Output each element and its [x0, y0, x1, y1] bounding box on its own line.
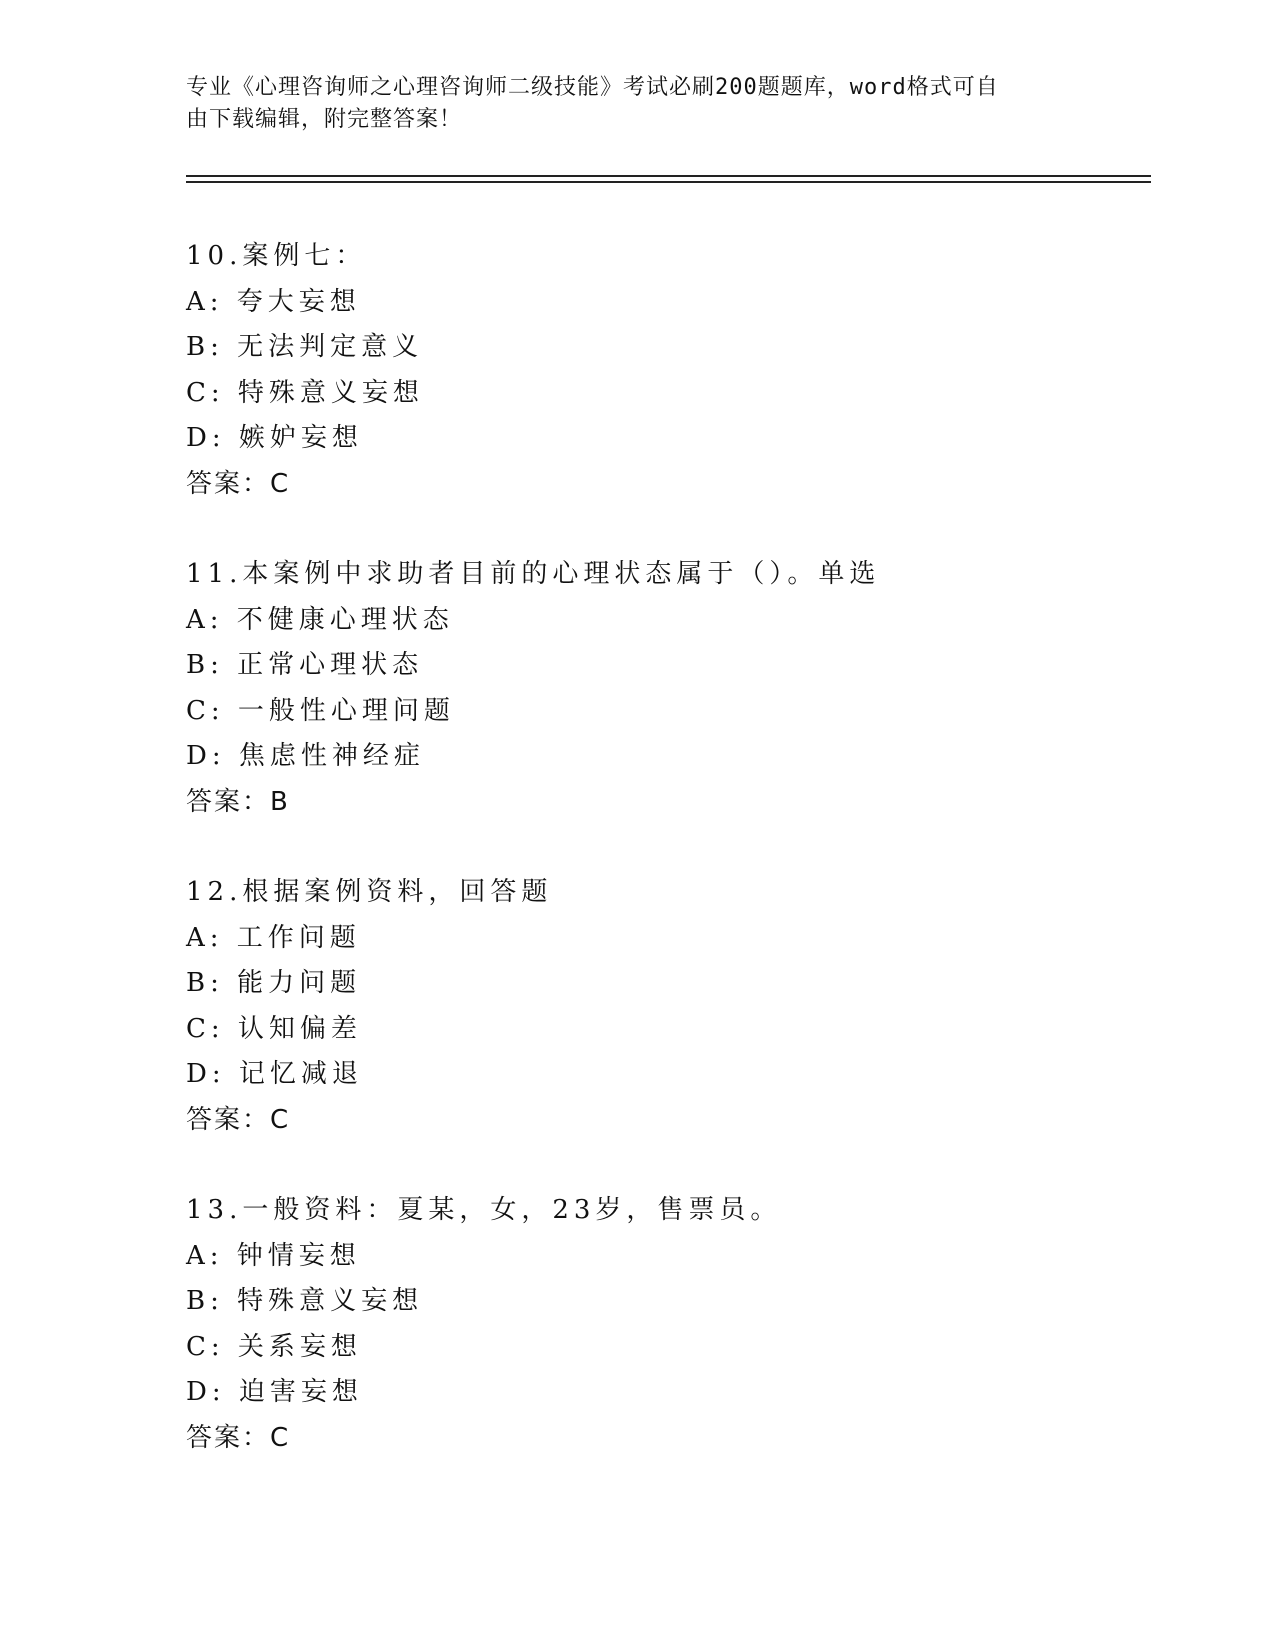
question-12	[186, 870, 1086, 1143]
answer-label: 答案：C	[186, 1422, 291, 1453]
option-b: B: 能力问题	[186, 968, 362, 998]
header-divider-bottom	[186, 181, 1151, 183]
answer-label: 答案：C	[186, 468, 291, 499]
option-d: D: 焦虑性神经症	[186, 741, 425, 771]
header-divider-top	[186, 175, 1151, 177]
answer-label: 答案：B	[186, 786, 290, 817]
question-stem: 13.一般资料：夏某，女，23岁，售票员。	[186, 1195, 782, 1225]
answer-label: 答案：C	[186, 1104, 291, 1135]
header-line-2: 由下载编辑，附完整答案！	[186, 107, 463, 132]
question-stem: 10.案例七：	[186, 241, 367, 271]
option-d: D: 嫉妒妄想	[186, 423, 363, 453]
option-c: C: 一般性心理问题	[186, 695, 455, 726]
option-b: B: 特殊意义妄想	[186, 1286, 424, 1316]
option-b: B: 正常心理状态	[186, 650, 424, 680]
question-10	[186, 234, 1086, 507]
option-d: D: 迫害妄想	[186, 1377, 363, 1407]
option-a: A: 不健康心理状态	[186, 604, 454, 635]
option-c: C: 认知偏差	[186, 1013, 362, 1044]
option-a: A: 夸大妄想	[186, 286, 361, 317]
document-header	[186, 72, 1066, 136]
option-a: A: 钟情妄想	[186, 1240, 361, 1271]
option-b: B: 无法判定意义	[186, 332, 424, 362]
option-c: C: 关系妄想	[186, 1331, 362, 1362]
question-11	[186, 552, 1086, 825]
option-d: D: 记忆减退	[186, 1059, 363, 1089]
header-line-1: 专业《心理咨询师之心理咨询师二级技能》考试必刷200题题库，word格式可自	[186, 75, 999, 100]
question-13	[186, 1188, 1086, 1461]
option-a: A: 工作问题	[186, 922, 361, 953]
option-c: C: 特殊意义妄想	[186, 377, 424, 408]
question-stem: 12.根据案例资料，回答题	[186, 877, 553, 907]
question-stem: 11.本案例中求助者目前的心理状态属于（）。单选	[186, 559, 881, 589]
